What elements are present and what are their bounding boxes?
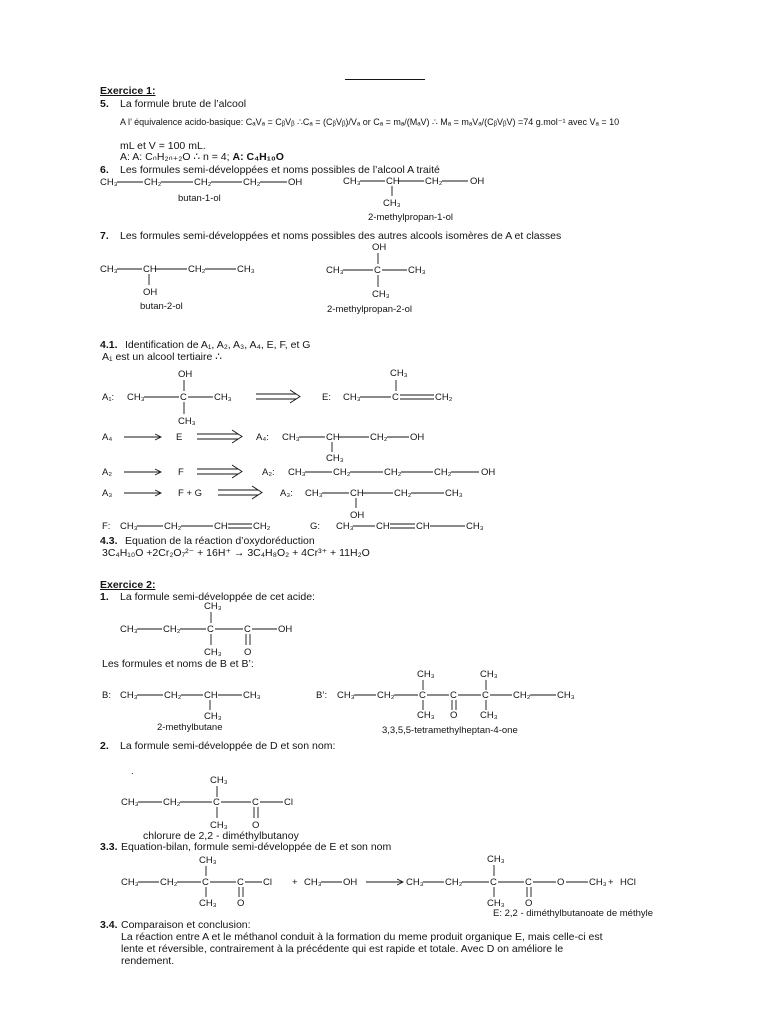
label-e: E: [176, 432, 183, 443]
molecule-butan-2-ol: [100, 264, 255, 298]
atom-c: C: [180, 392, 187, 403]
molecule-acid: [120, 601, 292, 658]
atom-ch3: CH₃: [406, 877, 424, 888]
q5-label: La formule brute de l’alcool: [120, 98, 247, 110]
label-a1: A₁:: [102, 392, 115, 403]
atom-c: C: [419, 690, 426, 701]
atom-ch2: CH₂: [144, 177, 162, 188]
exercise-1-title: Exercice 1:: [100, 85, 156, 97]
atom-c: C: [525, 877, 532, 888]
atom-ch3: CH₃: [204, 647, 222, 658]
atom-ch3: CH₃: [337, 690, 355, 701]
atom-ch2: CH₂: [377, 690, 395, 701]
atom-ch2: CH₂: [445, 877, 463, 888]
double-arrow: [197, 430, 242, 443]
atom-ch2: CH₂: [513, 690, 531, 701]
formula-general: A: A: CₙH₂ₙ₊₂O ∴ n = 4;: [120, 151, 230, 163]
stray-dot: .: [131, 766, 134, 777]
reaction-a3: [102, 486, 463, 521]
molecule-b: [102, 690, 261, 722]
atom-ch2: CH₂: [435, 392, 453, 403]
s41-number: 4.1.: [100, 339, 118, 351]
atom-ch3: CH₃: [288, 467, 306, 478]
reaction-a1-e: [102, 368, 453, 427]
atom-ch3: CH₃: [487, 854, 505, 865]
label-a2c: A₂:: [262, 467, 275, 478]
conclusion-line-1: La réaction entre A et le méthanol conduit à la formation du meme produit organique E, mais celle-ci est: [121, 931, 603, 943]
atom-ch3: CH₃: [589, 877, 607, 888]
atom-c: C: [202, 877, 209, 888]
atom-ch3: CH₃: [557, 690, 575, 701]
double-arrow: [256, 390, 300, 403]
name-2-methylbutane: 2-methylbutane: [157, 722, 223, 733]
atom-ch2: CH₂: [394, 488, 412, 499]
q7-number: 7.: [100, 230, 109, 242]
double-arrow: [218, 486, 262, 499]
atom-ch2: CH₂: [160, 877, 178, 888]
label-g: G:: [310, 521, 321, 532]
molecule-d: [121, 766, 293, 831]
name-butan-2-ol: butan-2-ol: [140, 301, 183, 312]
atom-c: C: [244, 624, 251, 635]
atom-ch3: CH₃: [204, 711, 222, 722]
atom-ch3: CH₃: [178, 416, 196, 427]
atom-c: C: [237, 877, 244, 888]
q7-label: Les formules semi-développées et noms possibles des autres alcools isomères de A et classes: [120, 230, 562, 242]
atom-ch: CH: [143, 264, 157, 275]
atom-ch2: CH₂: [163, 624, 181, 635]
atom-ch3: CH₃: [243, 690, 261, 701]
molecule-g: [310, 521, 484, 532]
ex2-q2-label: La formule semi-développée de D et son nom:: [120, 740, 336, 752]
b-bprime-label: Les formules et noms de B et B’:: [102, 658, 254, 670]
atom-cl: Cl: [284, 797, 293, 808]
atom-c: C: [374, 265, 381, 276]
equivalence-line: A l’ équivalence acido-basique: CₐVₐ = CᵦVᵦ ∴Cₐ = (CᵦVᵦ)/Vₐ or Cₐ = mₐ/(MₐV) ∴ Mₐ = mₐVₐ/(CᵦVᵦV) =74 g.mol⁻¹ avec Vₐ = 10: [120, 117, 620, 127]
s43-label: Equation de la réaction d’oxydoréduction: [125, 535, 315, 547]
atom-ch2: CH₂: [164, 690, 182, 701]
atom-ch3: CH₃: [326, 265, 344, 276]
q6-label: Les formules semi-développées et noms possibles de l’alcool A traité: [120, 164, 440, 176]
reaction-a2: [102, 465, 495, 478]
s41-label: Identification de A₁, A₂, A₃, A₄, E, F, et G: [125, 339, 311, 351]
atom-ch3: CH₃: [487, 898, 505, 909]
atom-ch3: CH₃: [343, 176, 361, 187]
molecule-2-methylpropan-1-ol: [343, 176, 484, 209]
name-2-methylpropan-1-ol: 2-methylpropan-1-ol: [368, 212, 454, 223]
atom-ch3: CH₃: [466, 521, 484, 532]
s43-number: 4.3.: [100, 535, 118, 547]
volume-line: mL et V = 100 mL.: [120, 140, 206, 152]
atom-ch3: CH₃: [417, 669, 435, 680]
molecule-butan-1-ol: [100, 177, 302, 188]
atom-o: O: [244, 647, 252, 658]
plus-sign: +: [608, 877, 614, 888]
s34-number: 3.4.: [100, 919, 118, 931]
atom-ch3: CH₃: [214, 392, 232, 403]
atom-oh: OH: [178, 369, 193, 380]
atom-hcl: HCl: [620, 877, 636, 888]
atom-oh: OH: [410, 432, 425, 443]
atom-ch: CH: [204, 690, 218, 701]
atom-c: C: [490, 877, 497, 888]
atom-ch: CH: [214, 521, 228, 532]
atom-ch3: CH₃: [445, 488, 463, 499]
name-2-methylpropan-2-ol: 2-methylpropan-2-ol: [327, 304, 413, 315]
atom-ch3: CH₃: [390, 368, 408, 379]
atom-ch2: CH₂: [333, 467, 351, 478]
molecule-b-prime: [316, 669, 575, 721]
atom-ch3: CH₃: [204, 601, 222, 612]
q6-number: 6.: [100, 164, 109, 176]
atom-ch: CH: [376, 521, 390, 532]
atom-ch: CH: [350, 488, 364, 499]
atom-ch3: CH₃: [120, 690, 138, 701]
atom-c: C: [450, 690, 457, 701]
atom-ch2: CH₂: [253, 521, 271, 532]
label-a3c: A₃:: [280, 488, 293, 499]
label-a2: A₂: [102, 467, 113, 478]
atom-oh: OH: [278, 624, 293, 635]
atom-c: C: [213, 797, 220, 808]
atom-ch3: CH₃: [237, 264, 255, 275]
atom-ch3: CH₃: [480, 669, 498, 680]
atom-ch3: CH₃: [120, 624, 138, 635]
atom-ch3: CH₃: [304, 877, 322, 888]
atom-ch3: CH₃: [417, 710, 435, 721]
exercise-2-title: Exercice 2:: [100, 579, 156, 591]
atom-oh: OH: [481, 467, 496, 478]
atom-c: C: [392, 392, 399, 403]
atom-ch2: CH₂: [188, 264, 206, 275]
q5-number: 5.: [100, 98, 109, 110]
atom-o: O: [252, 820, 260, 831]
atom-ch2: CH₂: [164, 521, 182, 532]
label-f: F:: [102, 521, 111, 532]
atom-c: C: [207, 624, 214, 635]
atom-oh: OH: [288, 177, 303, 188]
s33-label: Equation-bilan, formule semi-développée de E et son nom: [121, 841, 392, 853]
atom-ch3: CH₃: [326, 453, 344, 464]
atom-ch: CH: [326, 432, 340, 443]
atom-ch2: CH₂: [434, 467, 452, 478]
atom-ch3: CH₃: [100, 177, 118, 188]
formula-result: A: C₄H₁₀O: [232, 151, 284, 163]
name-tetramethylheptanone: 3,3,5,5-tetramethylheptan-4-one: [382, 725, 518, 736]
atom-ch3: CH₃: [127, 392, 145, 403]
atom-ch3: CH₃: [343, 392, 361, 403]
atom-cl: Cl: [263, 877, 272, 888]
atom-oh: OH: [470, 176, 485, 187]
atom-c: C: [482, 690, 489, 701]
ex2-q2-number: 2.: [100, 740, 109, 752]
atom-ch2: CH₂: [163, 797, 181, 808]
label-fg: F + G: [178, 488, 203, 499]
label-b-prime: B’:: [316, 690, 328, 701]
atom-ch3: CH₃: [372, 289, 390, 300]
atom-o: O: [557, 877, 565, 888]
atom-ch3: CH₃: [121, 797, 139, 808]
atom-ch3: CH₃: [480, 710, 498, 721]
atom-ch3: CH₃: [120, 521, 138, 532]
atom-ch3: CH₃: [305, 488, 323, 499]
atom-oh: OH: [372, 242, 387, 253]
atom-ch3: CH₃: [121, 877, 139, 888]
label-a4c: A₄:: [256, 432, 269, 443]
redox-equation: 3C₄H₁₀O +2Cr₂O₇²⁻ + 16H⁺ → 3C₄H₈O₂ + 4Cr³⁺ + 11H₂O: [102, 547, 370, 559]
a1-tertiary-note: A₁ est un alcool tertiaire ∴: [102, 351, 222, 363]
name-butan-1-ol: butan-1-ol: [178, 193, 221, 204]
s34-label: Comparaison et conclusion:: [121, 919, 251, 931]
atom-ch3: CH₃: [336, 521, 354, 532]
atom-oh: OH: [343, 877, 358, 888]
s33-number: 3.3.: [100, 841, 118, 853]
atom-ch: CH: [416, 521, 430, 532]
atom-ch3: CH₃: [408, 265, 426, 276]
atom-ch3: CH₃: [210, 775, 228, 786]
label-f: F: [178, 467, 184, 478]
ex2-q1-label: La formule semi-développée de cet acide:: [120, 591, 315, 603]
double-arrow: [197, 465, 242, 478]
atom-ch3: CH₃: [199, 855, 217, 866]
atom-ch3: CH₃: [282, 432, 300, 443]
atom-ch3: CH₃: [100, 264, 118, 275]
ex2-q1-number: 1.: [100, 591, 109, 603]
molecule-f: [102, 521, 271, 532]
label-e: E:: [322, 392, 331, 403]
atom-ch: CH: [386, 176, 400, 187]
label-a3: A₃: [102, 488, 113, 499]
atom-oh: OH: [143, 287, 158, 298]
atom-c: C: [252, 797, 259, 808]
atom-o: O: [237, 898, 245, 909]
name-ester: E: 2,2 - diméthylbutanoate de méthyle: [493, 908, 654, 919]
conclusion-line-3: rendement.: [121, 955, 175, 967]
molecule-2-methylpropan-2-ol: [326, 242, 426, 300]
label-a4: A₄: [102, 432, 113, 443]
atom-ch2: CH₂: [370, 432, 388, 443]
atom-oh: OH: [350, 510, 365, 521]
atom-o: O: [525, 898, 533, 909]
name-chlorure: chlorure de 2,2 - diméthylbutanoy: [143, 830, 299, 842]
atom-ch3: CH₃: [210, 820, 228, 831]
atom-ch2: CH₂: [384, 467, 402, 478]
label-b: B:: [102, 690, 111, 701]
reaction-esterification: [121, 854, 636, 909]
atom-ch2: CH₂: [194, 177, 212, 188]
atom-o: O: [450, 710, 458, 721]
atom-ch2: CH₂: [425, 176, 443, 187]
atom-ch2: CH₂: [243, 177, 261, 188]
conclusion-line-2: lente et réversible, contrairement à la précédente qui est rapide et totale. Avec D on améliore le: [121, 943, 564, 955]
atom-ch3: CH₃: [199, 898, 217, 909]
reaction-a4: [102, 430, 424, 464]
plus-sign: +: [292, 877, 298, 888]
atom-ch3: CH₃: [383, 198, 401, 209]
